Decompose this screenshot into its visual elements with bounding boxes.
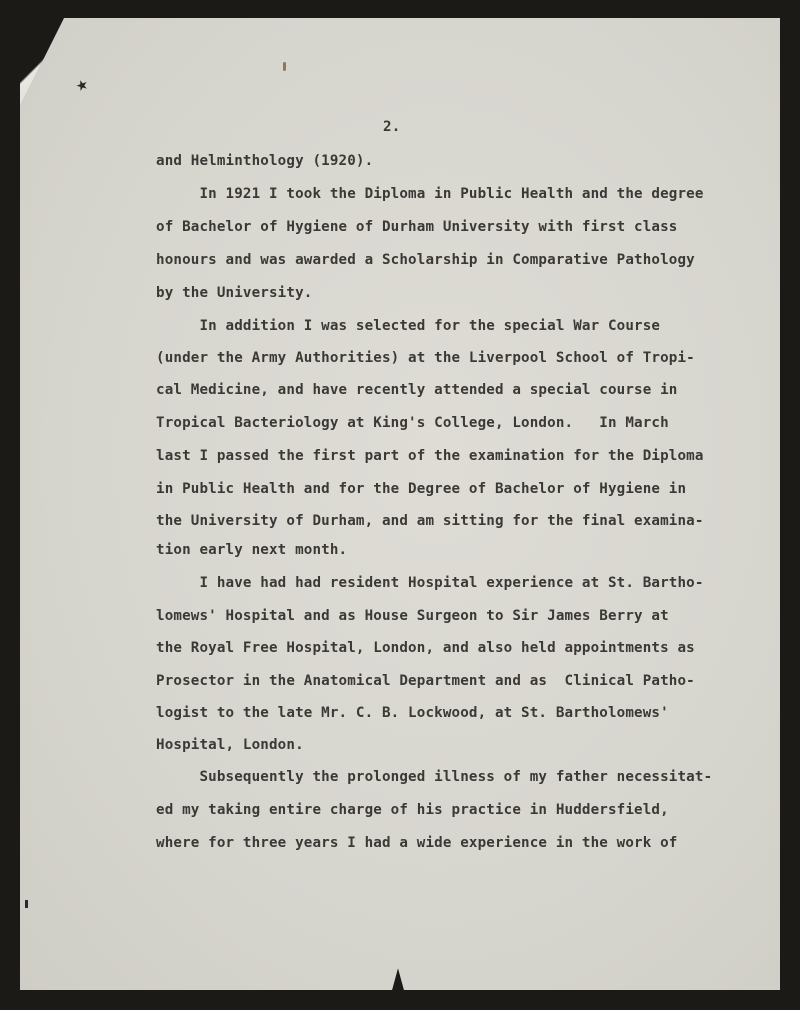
text-line: Hospital, London.	[156, 737, 304, 753]
text-line: the University of Durham, and am sitting for the final examina-	[156, 513, 704, 529]
text-line: honours and was awarded a Scholarship in Comparative Pathology	[156, 252, 695, 268]
text-line: tion early next month.	[156, 542, 348, 558]
text-line: Subsequently the prolonged illness of my father necessitat-	[156, 769, 713, 785]
text-line: last I passed the first part of the examination for the Diploma	[156, 448, 704, 464]
text-line: where for three years I had a wide experience in the work of	[156, 835, 678, 851]
text-line: Prosector in the Anatomical Department and as Clinical Patho-	[156, 673, 695, 689]
page-number: 2.	[383, 119, 401, 135]
text-line: cal Medicine, and have recently attended a special course in	[156, 382, 678, 398]
text-line: (under the Army Authorities) at the Liverpool School of Tropi-	[156, 350, 695, 366]
text-line: In 1921 I took the Diploma in Public Health and the degree	[156, 186, 704, 202]
text-line: in Public Health and for the Degree of Bachelor of Hygiene in	[156, 481, 687, 497]
text-line: lomews' Hospital and as House Surgeon to Sir James Berry at	[156, 608, 669, 624]
text-line: and Helminthology (1920).	[156, 153, 374, 169]
text-line: In addition I was selected for the special War Course	[156, 318, 661, 334]
text-line: by the University.	[156, 285, 313, 301]
text-line: ed my taking entire charge of his practice in Huddersfield,	[156, 802, 669, 818]
pencil-mark-icon: ★	[73, 76, 91, 96]
text-line: Tropical Bacteriology at King's College, London. In March	[156, 415, 669, 431]
text-line: I have had had resident Hospital experience at St. Bartho-	[156, 575, 704, 591]
text-line: of Bachelor of Hygiene of Durham University with first class	[156, 219, 678, 235]
text-line: the Royal Free Hospital, London, and also held appointments as	[156, 640, 695, 656]
text-line: logist to the late Mr. C. B. Lockwood, at St. Bartholomews'	[156, 705, 669, 721]
